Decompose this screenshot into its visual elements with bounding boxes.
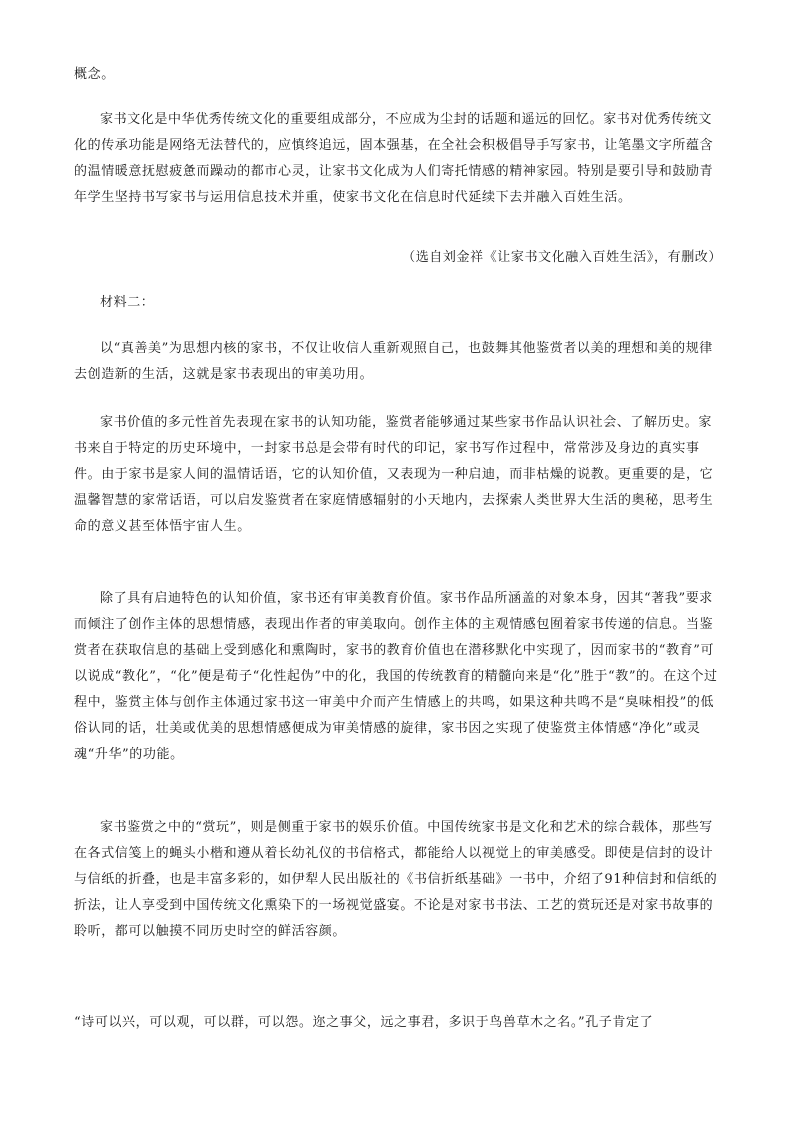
paragraph-cognitive-function: 家书价值的多元性首先表现在家书的认知功能，鉴赏者能够通过某些家书作品认识社会、了解历史。家书来自于特定的历史环境中，一封家书总是会带有时代的印记，家书写作过程中，常常涉及身边的真实事件。由于家书是家人间的温情话语，它的认知价值，又表现为一种启迪，而非枯燥的说教。更重要的是，它温馨智慧的家常话语，可以启发鉴赏者在家庭情感辐射的小天地内，去探索人类世界大生活的奥秘，思考生命的意义甚至体悟宇宙人生。	[74, 415, 714, 534]
source-citation: （选自刘金祥《让家书文化融入百姓生活》，有删改）	[402, 250, 722, 265]
paragraph-confucius-quote: “诗可以兴，可以观，可以群，可以怨。迩之事父，远之事君，多识于鸟兽草木之名。”孔子肯定了	[74, 1015, 654, 1030]
paragraph-aesthetic-education: 除了具有启迪特色的认知价值，家书还有审美教育价值。家书作品所涵盖的对象本身，因其“著我”要求而倾注了创作主体的思想情感，表现出作者的审美取向。创作主体的主观情感包囿着家书传递的信息。当鉴赏者在获取信息的基础上受到感化和熏陶时，家书的教育价值也在潜移默化中实现了，因而家书的“教育”可以说成“教化”，“化”便是荀子“化性起伪”中的化，我国的传统教育的精髓向来是“化”胜于“教”的。在这个过程中，鉴赏主体与创作主体通过家书这一审美中介而产生情感上的共鸣，如果这种共鸣不是“臭味相投”的低俗认同的话，壮美或优美的思想情感便成为审美情感的旋律，家书因之实现了使鉴赏主体情感“净化”或灵魂“升华”的功能。	[74, 591, 718, 762]
material-two-heading: 材料二：	[100, 295, 155, 310]
continuation-text: 概念。	[74, 67, 115, 82]
paragraph-entertainment-value: 家书鉴赏之中的“赏玩”，则是侧重于家书的娱乐价值。中国传统家书是文化和艺术的综合载体，那些写在各式信笺上的蝇头小楷和遵从着长幼礼仪的书信格式，都能给人以视觉上的审美感受。即使是信封的设计与信纸的折叠，也是丰富多彩的，如伊犁人民出版社的《书信折纸基础》一书中，介绍了91种信封和信纸的折法，让人享受到中国传统文化熏染下的一场视觉盛宴。不论是对家书书法、工艺的赏玩还是对家书故事的聆听，都可以触摸不同历史时空的鲜活容颜。	[74, 820, 718, 939]
paragraph-family-letter-culture: 家书文化是中华优秀传统文化的重要组成部分，不应成为尘封的话题和遥远的回忆。家书对优秀传统文化的传承功能是网络无法替代的，应慎终追远，固本强基，在全社会积极倡导手写家书，让笔墨文字所蕴含的温情暖意抚慰疲惫而躁动的都市心灵，让家书文化成为人们寄托情感的精神家园。特别是要引导和鼓励青年学生坚持书写家书与运用信息技术并重，使家书文化在信息时代延续下去并融入百姓生活。	[74, 112, 714, 205]
paragraph-aesthetic-function: 以“真善美”为思想内核的家书，不仅让收信人重新观照自己，也鼓舞其他鉴赏者以美的理想和美的规律去创造新的生活，这就是家书表现出的审美功用。	[74, 341, 713, 382]
